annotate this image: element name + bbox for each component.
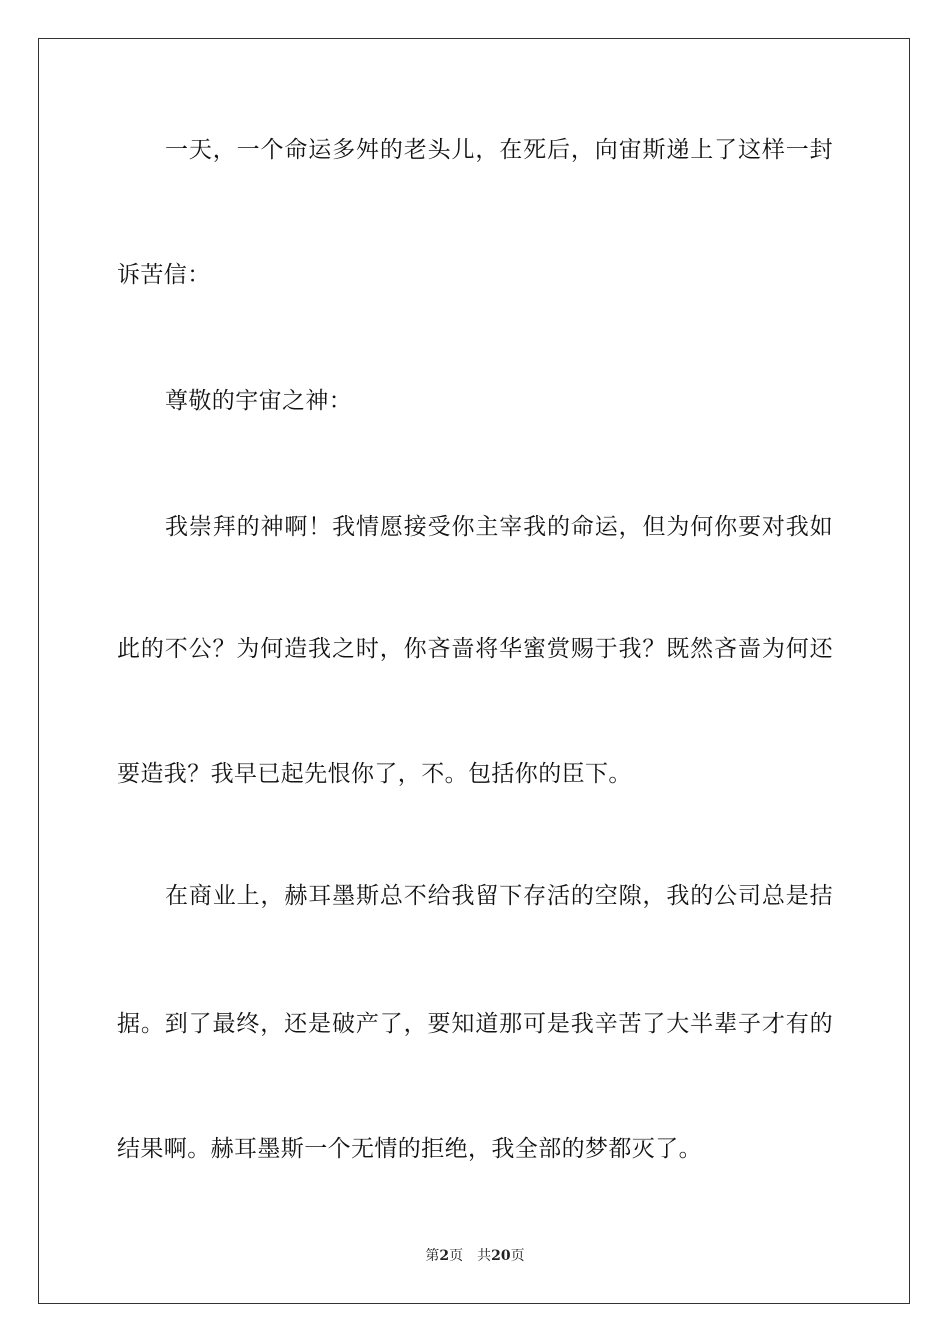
total-pages-number: 20 — [491, 1248, 511, 1264]
page-footer — [0, 1247, 950, 1265]
page-border — [38, 38, 910, 1304]
page-label-suffix: 页 — [449, 1248, 464, 1264]
paragraph-2-line-2: 此的不公？为何造我之时，你吝啬将华蜜赏赐于我？既然吝啬为何还 — [117, 636, 833, 662]
total-label-prefix: 共 — [477, 1248, 492, 1264]
current-page-number: 2 — [439, 1248, 450, 1264]
paragraph-1-line-1: 一天，一个命运多舛的老头儿，在死后，向宙斯递上了这样一封 — [165, 137, 833, 163]
paragraph-3-line-2: 据。到了最终，还是破产了，要知道那可是我辛苦了大半辈子才有的 — [117, 1011, 833, 1037]
paragraph-1-line-2: 诉苦信： — [117, 262, 211, 288]
paragraph-3-line-3: 结果啊。赫耳墨斯一个无情的拒绝，我全部的梦都灭了。 — [117, 1136, 702, 1162]
paragraph-2-line-3: 要造我？我早已起先恨你了，不。包括你的臣下。 — [117, 761, 632, 787]
salutation-line: 尊敬的宇宙之神： — [165, 388, 353, 414]
page-label-prefix: 第 — [425, 1248, 440, 1264]
total-label-suffix: 页 — [510, 1248, 525, 1264]
paragraph-2-line-1: 我崇拜的神啊！我情愿接受你主宰我的命运，但为何你要对我如 — [165, 514, 833, 540]
paragraph-3-line-1: 在商业上，赫耳墨斯总不给我留下存活的空隙，我的公司总是拮 — [165, 883, 833, 909]
